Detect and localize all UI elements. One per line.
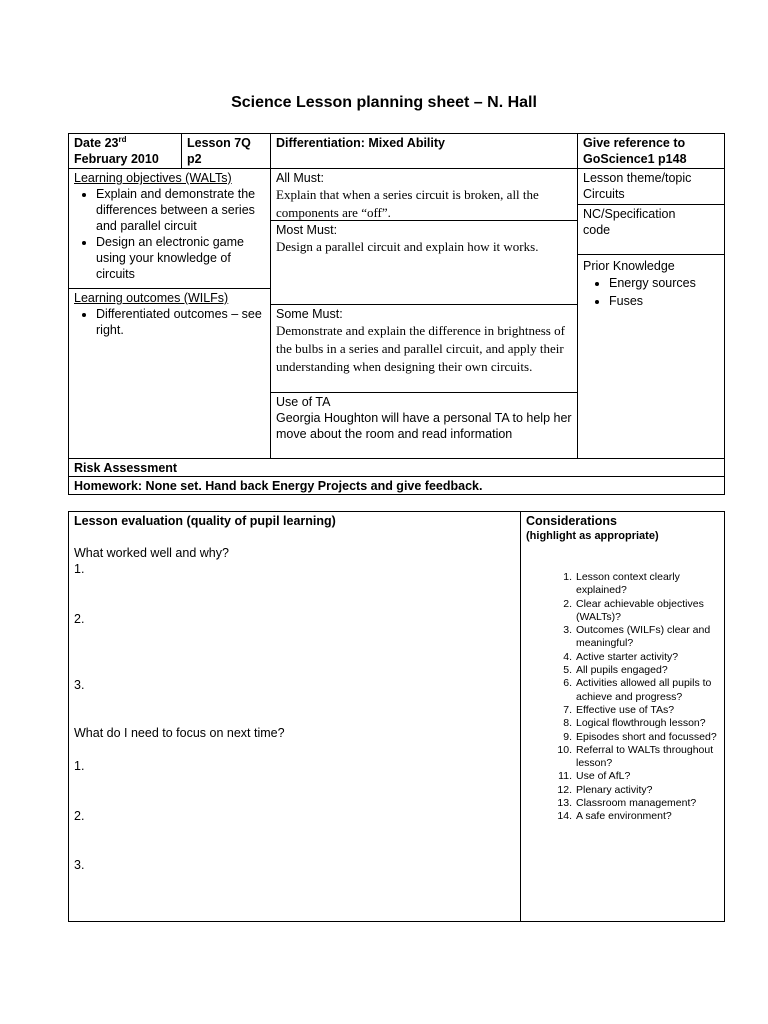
- nc-code-line1: NC/Specification: [583, 207, 676, 221]
- page-title: Science Lesson planning sheet – N. Hall: [231, 94, 537, 111]
- consideration-item: 12. Plenary activity?: [557, 783, 653, 796]
- considerations-list: [526, 571, 719, 824]
- lesson-theme-heading: Lesson theme/topic: [583, 171, 692, 185]
- evaluation-question-2: What do I need to focus on next time?: [74, 726, 285, 740]
- reference-line1: Give reference to: [583, 136, 686, 150]
- lesson-theme-value: Circuits: [583, 187, 625, 201]
- answer-number: 1.: [74, 759, 85, 773]
- most-must-heading: Most Must:: [276, 223, 338, 237]
- date-suffix: rd: [118, 134, 127, 144]
- lesson-cell: [181, 134, 270, 168]
- consideration-item: 7. Effective use of TAs?: [563, 703, 675, 716]
- most-must-cell: [270, 220, 577, 304]
- nc-code-cell: [577, 204, 724, 254]
- consideration-item: 1. Lesson context clearly explained?: [563, 571, 680, 597]
- date-month-year: February 2010: [74, 152, 159, 166]
- consideration-item: 14. A safe environment?: [557, 810, 672, 823]
- prior-knowledge-item: • Energy sources: [609, 274, 719, 292]
- use-of-ta-text: Georgia Houghton will have a personal TA to help her move about the room and read information: [276, 411, 572, 441]
- learning-outcomes-cell: [69, 288, 270, 458]
- consideration-item: 13. Classroom management?: [557, 797, 697, 810]
- lesson-theme-cell: [577, 168, 724, 204]
- date-text: Date 23: [74, 136, 119, 150]
- reference-line2: GoScience1 p148: [583, 152, 687, 166]
- planning-table: [68, 133, 725, 495]
- most-must-text: Design a parallel circuit and explain how it works.: [276, 239, 539, 254]
- consideration-item: 11. Use of AfL?: [558, 770, 631, 783]
- date-cell: [69, 134, 181, 168]
- consideration-item: 5. All pupils engaged?: [563, 664, 668, 677]
- all-must-cell: [270, 168, 577, 220]
- consideration-item: 2. Clear achievable objectives (WALTs)?: [563, 597, 704, 623]
- reference-cell: [577, 134, 724, 168]
- prior-knowledge-cell: [577, 254, 724, 458]
- some-must-heading: Some Must:: [276, 307, 343, 321]
- some-must-cell: [270, 304, 577, 392]
- nc-code-line2: code: [583, 223, 611, 237]
- consideration-item: 9. Episodes short and focussed?: [563, 730, 717, 743]
- considerations-heading: Considerations: [526, 514, 617, 528]
- answer-number: 3.: [74, 858, 85, 872]
- considerations-cell: [520, 512, 724, 921]
- evaluation-heading: Lesson evaluation (quality of pupil learning): [74, 514, 336, 528]
- prior-knowledge-item: • Fuses: [609, 292, 719, 310]
- consideration-item: 8. Logical flowthrough lesson?: [563, 717, 706, 730]
- objective-item: • Design an electronic game using your knowledge of circuits: [96, 234, 265, 282]
- learning-objectives-cell: [69, 168, 270, 288]
- risk-assessment-label: Risk Assessment: [74, 461, 178, 475]
- answer-number: 2.: [74, 809, 85, 823]
- objective-item: • Explain and demonstrate the differences between a series and parallel circuit: [96, 186, 265, 234]
- considerations-subheading: (highlight as appropriate): [526, 530, 659, 542]
- differentiation-cell: [270, 134, 577, 168]
- consideration-item: 4. Active starter activity?: [563, 650, 679, 663]
- answer-number: 2.: [74, 612, 85, 626]
- outcome-item: • Differentiated outcomes – see right.: [96, 306, 265, 338]
- differentiation-text: Differentiation: Mixed Ability: [276, 136, 445, 150]
- answer-number: 1.: [74, 562, 85, 576]
- all-must-heading: All Must:: [276, 171, 324, 185]
- evaluation-cell: [69, 512, 520, 921]
- risk-assessment-row: [69, 458, 724, 476]
- consideration-item: 10. Referral to WALTs throughout lesson?: [557, 743, 714, 770]
- use-of-ta-heading: Use of TA: [276, 395, 331, 409]
- homework-text: Homework: None set. Hand back Energy Projects and give feedback.: [74, 479, 483, 493]
- homework-row: [69, 476, 724, 494]
- consideration-item: 6. Activities allowed all pupils to achieve and progress?: [563, 677, 712, 703]
- some-must-text: Demonstrate and explain the difference in brightness of the bulbs in a series and parallel circuit, and apply their understanding when designing their own circuits.: [276, 323, 565, 374]
- learning-outcomes-heading: Learning outcomes (WILFs): [74, 291, 229, 305]
- lesson-label: Lesson 7Q: [187, 136, 251, 150]
- learning-objectives-heading: Learning objectives (WALTs): [74, 171, 232, 185]
- lesson-period: p2: [187, 152, 202, 166]
- use-of-ta-cell: [270, 392, 577, 458]
- prior-knowledge-heading: Prior Knowledge: [583, 259, 675, 273]
- evaluation-table: [68, 511, 725, 922]
- all-must-text: Explain that when a series circuit is broken, all the components are “off”.: [276, 187, 539, 220]
- consideration-item: 3. Outcomes (WILFs) clear and meaningful?: [563, 624, 711, 650]
- evaluation-question-1: What worked well and why?: [74, 546, 229, 560]
- answer-number: 3.: [74, 678, 85, 692]
